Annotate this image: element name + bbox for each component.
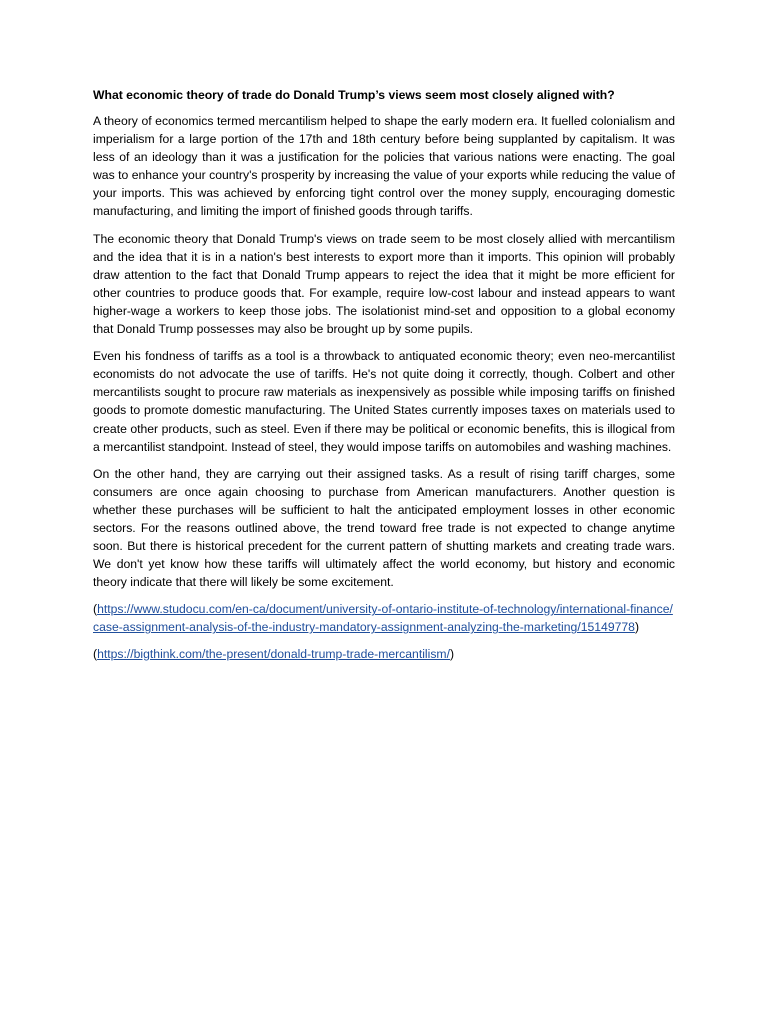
paragraph-trump-views: The economic theory that Donald Trump's views on trade seem to be most closely allied with mercantilism and the idea that it is in a nation's best interests to export more than it imports. This opinion will probably draw attention to the fact that Donald Trump appears to reject the idea that it might be more efficient for other countries to produce goods that. For example, require low-cost labour and instead appears to want higher-wage a workers to keep those jobs. The isolationist mind-set and opposition to a global economy that Donald Trump possesses may also be brought up by some pupils. [93, 231, 675, 337]
document-page [93, 86, 675, 671]
reference-studocu [93, 600, 675, 636]
paragraph-tariffs: Even his fondness of tariffs as a tool is a throwback to antiquated economic theory; even neo-mercantilist economists do not advocate the use of tariffs. He's not quite doing it correctly, though. Colbert and other mercantilists sought to procure raw materials as inexpensively as possible while imposing tariffs on finished goods to promote domestic manufacturing. The United States currently imposes taxes on materials used to create other products, such as steel. Even if there may be political or economic benefits, this is illogical from a mercantilist standpoint. Instead of steel, they would impose tariffs on automobiles and washing machines. [93, 349, 675, 454]
reference-close-paren: ) [634, 620, 639, 635]
reference-close-paren: ) [449, 646, 455, 661]
reference-link-studocu[interactable]: https://www.studocu.com/en-ca/document/university-of-ontario-institute-of-technology/international-finance/case-assignment-analysis-of-the-industry-mandatory-assignment-analyzing-the-marketing/15149778 [93, 602, 673, 635]
reference-link-bigthink[interactable]: https://bigthink.com/the-present/donald-trump-trade-mercantilism/ [97, 646, 450, 661]
reference-bigthink [93, 645, 675, 663]
question-heading: What economic theory of trade do Donald Trump’s views seem most closely aligned with? [93, 88, 615, 102]
paragraph-mercantilism-intro: A theory of economics termed mercantilism helped to shape the early modern era. It fuelled colonialism and imperialism for a large portion of the 17th and 18th century before being supplanted by capitalism. It was less of an ideology than it was a justification for the policies that various nations were enacting. The goal was to enhance your country's prosperity by increasing the value of your exports while reducing the value of your imports. This was achieved by enforcing tight control over the money supply, encouraging domestic manufacturing, and limiting the import of finished goods through tariffs. [93, 114, 675, 219]
paragraph-conclusion: On the other hand, they are carrying out their assigned tasks. As a result of rising tariff charges, some consumers are once again choosing to purchase from American manufacturers. Another question is whether these purchases will be sufficient to halt the anticipated employment losses in other economic sectors. For the reasons outlined above, the trend toward free trade is not expected to change anytime soon. But there is historical precedent for the current pattern of shutting markets and creating trade wars. We don't yet know how these tariffs will ultimately affect the world economy, but history and economic theory indicate that there will likely be some excitement. [93, 466, 675, 590]
reference-open-paren: ( [93, 646, 98, 661]
reference-open-paren: ( [93, 602, 98, 617]
